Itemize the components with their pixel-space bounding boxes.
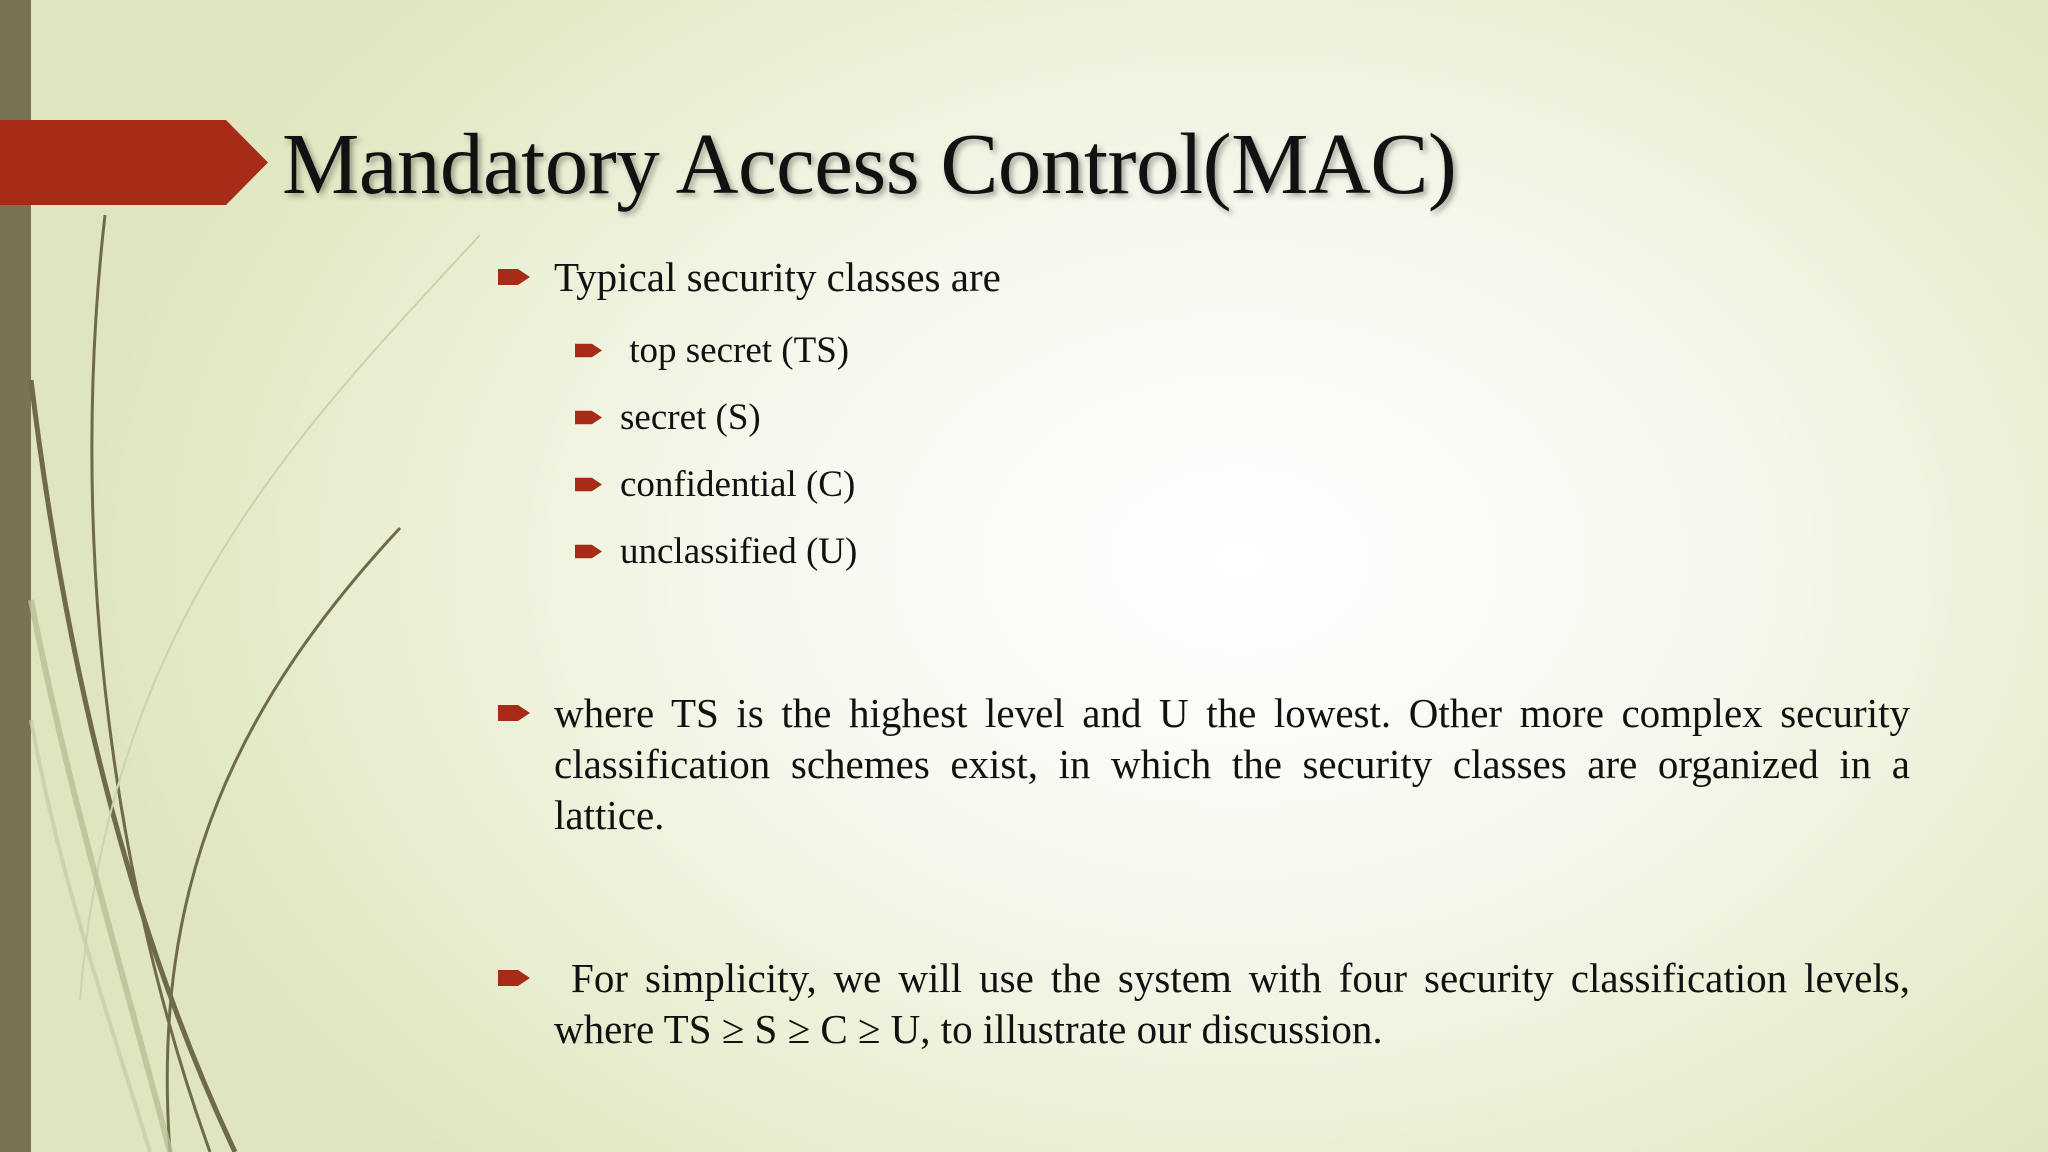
- list-item-text: top secret (TS): [620, 330, 850, 371]
- bullet-text: Typical security classes are: [554, 254, 1001, 300]
- right-arrow-bullet-icon: [575, 408, 602, 427]
- list-item-text: confidential (C): [620, 464, 856, 505]
- list-item-text: secret (S): [620, 397, 761, 438]
- title-arrow-banner: [0, 120, 268, 205]
- slide-content: [498, 252, 1921, 1055]
- list-item: [498, 317, 1910, 384]
- right-arrow-bullet-icon: [498, 967, 530, 989]
- right-arrow-bullet-icon: [498, 266, 530, 288]
- security-classes-list: [498, 317, 1910, 585]
- right-arrow-bullet-icon: [575, 341, 602, 360]
- list-item-text: unclassified (U): [620, 531, 858, 572]
- list-item: [498, 518, 1910, 585]
- right-arrow-bullet-icon: [498, 702, 530, 724]
- bullet-four-levels: [498, 953, 1921, 1055]
- bullet-text: where TS is the highest level and U the lowest. Other more complex security classification schemes exist, in which the security classes are organized in a lattice.: [554, 690, 1910, 838]
- bullet-lattice-note: [498, 688, 1910, 841]
- right-arrow-bullet-icon: [575, 542, 602, 561]
- list-item: [498, 451, 1910, 518]
- bullet-security-classes: [498, 252, 1910, 303]
- bullet-text: For simplicity, we will use the system with four security classification levels, where TS ≥ S ≥ C ≥ U, to illustrate our discussion.: [554, 955, 1921, 1052]
- slide-title: Mandatory Access Control(MAC): [282, 115, 1457, 212]
- list-item: [498, 384, 1910, 451]
- right-arrow-bullet-icon: [575, 475, 602, 494]
